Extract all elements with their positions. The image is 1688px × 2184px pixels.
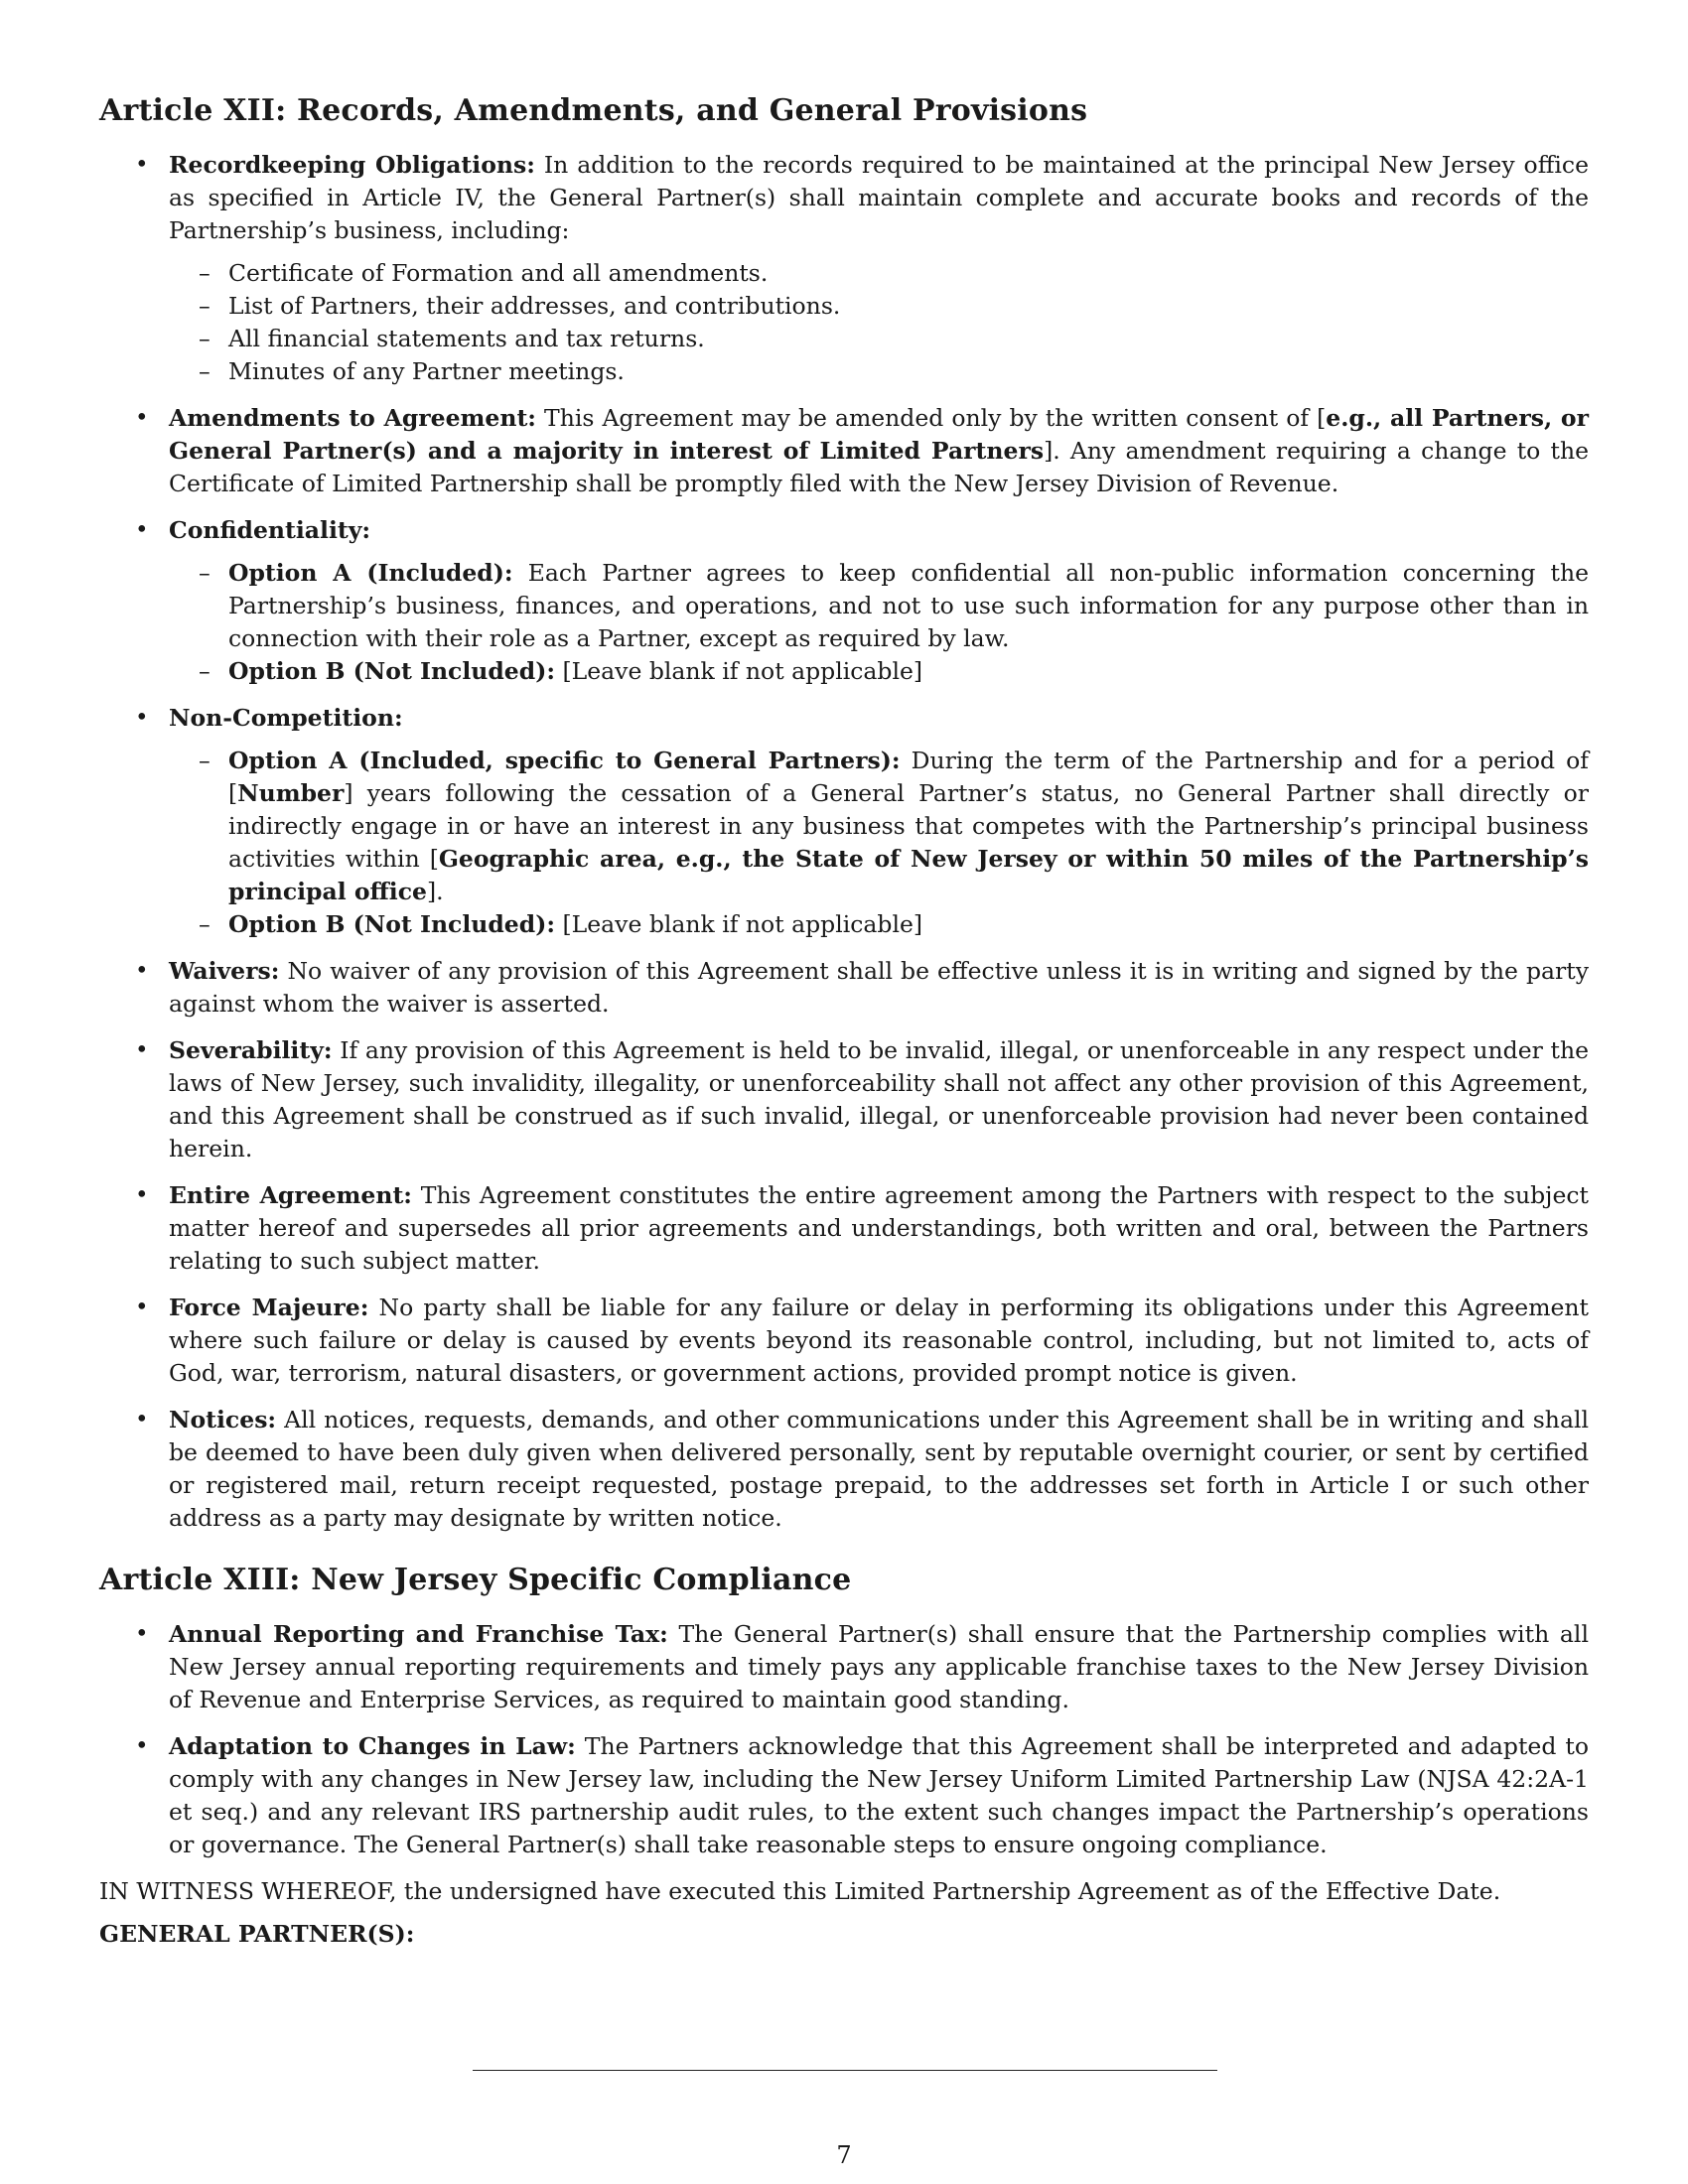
annual-reporting-label: Annual Reporting and Franchise Tax: xyxy=(169,1620,668,1648)
number-placeholder: Number xyxy=(237,779,345,807)
severability-label: Severability: xyxy=(169,1036,333,1064)
severability-text: If any provision of this Agreement is held to be invalid, illegal, or unenforceable in any respect under the laws of New Jersey, such invalidity, illegality, or unenforceability shall not affect any other provision of this Agreement, and this Agreement shall be construed as if such invalid, illegal, or unenforceable provision had never been contained herein. xyxy=(169,1036,1589,1162)
article-12-heading: Article XII: Records, Amendments, and General Provisions xyxy=(99,93,1088,128)
confidentiality-option-b xyxy=(169,655,1589,688)
option-a-text-1: During the term of the Partnership and for a period of [ xyxy=(228,747,1590,807)
waivers-text: No waiver of any provision of this Agreement shall be effective unless it is in writing and signed by the party against whom the waiver is asserted. xyxy=(169,957,1589,1018)
general-partners-label: GENERAL PARTNER(S): xyxy=(99,1920,415,1948)
option-a-label: Option A (Included): xyxy=(228,559,513,587)
amendments-placeholder: e.g., all Partners, or General Partner(s) and a majority in interest of Limited Partners xyxy=(169,404,1589,465)
entire-agreement-text: This Agreement constitutes the entire agreement among the Partners with respect to the subject matter hereof and supersedes all prior agreements and understandings, both written and oral, between the Partners relating to such subject matter. xyxy=(169,1181,1589,1275)
noncompetition-option-a xyxy=(169,745,1589,908)
annual-reporting-text: The General Partner(s) shall ensure that the Partnership complies with all New Jersey annual reporting requirements and timely pays any applicable franchise taxes to the New Jersey Division of Revenue and Enterprise Services, as required to maintain good standing. xyxy=(169,1620,1589,1713)
waivers-label: Waivers: xyxy=(169,957,280,985)
option-b-text: [Leave blank if not applicable] xyxy=(562,910,923,938)
recordkeeping-item xyxy=(99,149,1589,388)
force-majeure-label: Force Majeure: xyxy=(169,1294,369,1321)
noncompetition-options xyxy=(169,745,1589,941)
article-13-heading: Article XIII: New Jersey Specific Compliance xyxy=(99,1563,852,1597)
noncompetition-item xyxy=(99,702,1589,941)
amendments-text-before: This Agreement may be amended only by the written consent of [ xyxy=(544,404,1327,432)
confidentiality-label: Confidentiality: xyxy=(169,516,371,544)
annual-reporting-item xyxy=(99,1618,1589,1716)
confidentiality-item xyxy=(99,514,1589,688)
severability-item xyxy=(99,1034,1589,1165)
entire-agreement-label: Entire Agreement: xyxy=(169,1181,412,1209)
option-b-text: [Leave blank if not applicable] xyxy=(562,657,923,685)
records-item: – Certificate of Formation and all amendments. xyxy=(169,257,1589,290)
notices-text: All notices, requests, demands, and other communications under this Agreement shall be in writing and shall be deemed to have been duly given when delivered personally, sent by reputable overnight courier, or sent by certified or registered mail, return receipt requested, postage prepaid, to the addresses set forth in Article I or such other address as a party may designate by written notice. xyxy=(169,1406,1589,1532)
option-a-label: Option A (Included, specific to General Partners): xyxy=(228,747,901,774)
option-b-label: Option B (Not Included): xyxy=(228,657,555,685)
article-13-list xyxy=(99,1618,1589,1861)
article-12-list xyxy=(99,149,1589,1535)
confidentiality-option-a xyxy=(169,557,1589,655)
force-majeure-text: No party shall be liable for any failure or delay in performing its obligations under this Agreement where such failure or delay is caused by events beyond its reasonable control, including, but not limited to, acts of God, war, terrorism, natural disasters, or government actions, provided prompt notice is given. xyxy=(169,1294,1589,1387)
entire-agreement-item xyxy=(99,1179,1589,1278)
records-sublist xyxy=(169,257,1589,388)
noncompetition-option-b xyxy=(169,908,1589,941)
amendments-text-after: ]. Any amendment requiring a change to the Certificate of Limited Partnership shall be promptly filed with the New Jersey Division of Revenue. xyxy=(169,437,1589,497)
adaptation-text: The Partners acknowledge that this Agreement shall be interpreted and adapted to comply with any changes in New Jersey law, including the New Jersey Uniform Limited Partnership Law (NJSA 42:2A-1 et seq.) and any relevant IRS partnership audit rules, to the extent such changes impact the Partnership’s operations or governance. The General Partner(s) shall take reasonable steps to ensure ongoing compliance. xyxy=(169,1732,1589,1858)
amendments-item xyxy=(99,402,1589,500)
option-a-text-2: ] years following the cessation of a General Partner’s status, no General Partner shall directly or indirectly engage in or have an interest in any business that competes with the Partnership’s principal business activities within [ xyxy=(228,779,1589,873)
force-majeure-item xyxy=(99,1292,1589,1390)
notices-label: Notices: xyxy=(169,1406,277,1433)
document-page xyxy=(99,91,1589,1951)
page-number: 7 xyxy=(836,2141,852,2169)
geographic-area-placeholder: Geographic area, e.g., the State of New Jersey or within 50 miles of the Partnership’s principal office xyxy=(228,845,1589,905)
adaptation-item xyxy=(99,1730,1589,1861)
option-b-label: Option B (Not Included): xyxy=(228,910,555,938)
confidentiality-options xyxy=(169,557,1589,688)
noncompetition-label: Non-Competition: xyxy=(169,704,403,732)
records-item: – Minutes of any Partner meetings. xyxy=(169,355,1589,388)
option-a-text: Each Partner agrees to keep confidential all non-public information concerning the Partnership’s business, finances, and operations, and not to use such information for any purpose other than in connection with their role as a Partner, except as required by law. xyxy=(228,559,1589,652)
amendments-label: Amendments to Agreement: xyxy=(169,404,536,432)
recordkeeping-label: Recordkeeping Obligations: xyxy=(169,151,535,179)
records-item: – All financial statements and tax returns. xyxy=(169,323,1589,355)
signature-line xyxy=(473,2070,1217,2071)
recordkeeping-text: In addition to the records required to be maintained at the principal New Jersey office as specified in Article IV, the General Partner(s) shall maintain complete and accurate books and records of the Partnership’s business, including: xyxy=(169,151,1589,244)
witness-statement: IN WITNESS WHEREOF, the undersigned have executed this Limited Partnership Agreement as of the Effective Date. xyxy=(99,1877,1501,1905)
waivers-item xyxy=(99,955,1589,1021)
notices-item xyxy=(99,1404,1589,1535)
adaptation-label: Adaptation to Changes in Law: xyxy=(169,1732,576,1760)
records-item: – List of Partners, their addresses, and contributions. xyxy=(169,290,1589,323)
option-a-text-3: ]. xyxy=(426,878,444,905)
